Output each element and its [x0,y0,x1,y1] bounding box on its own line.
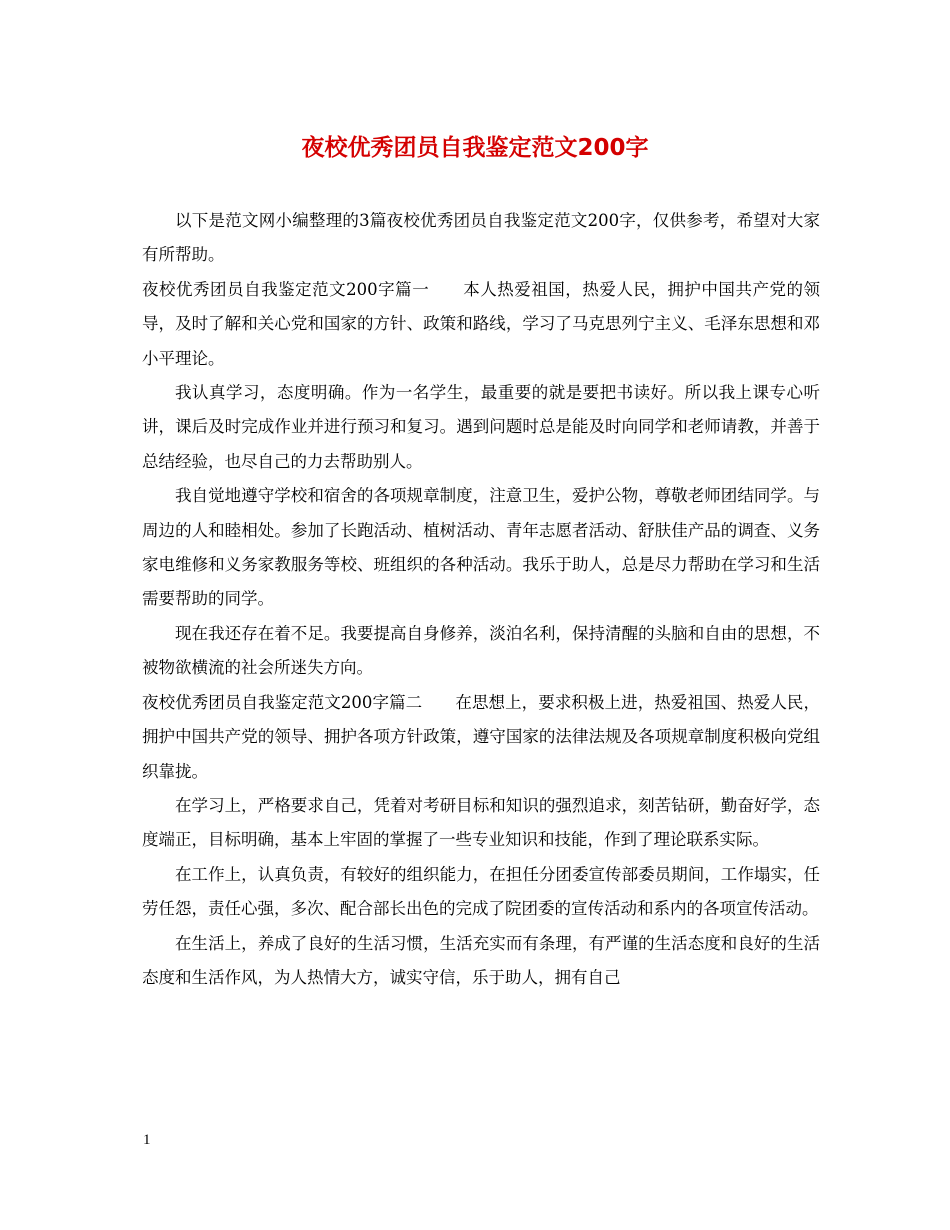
paragraph-work: 在工作上，认真负责，有较好的组织能力，在担任分团委宣传部委员期间，工作塌实，任劳任怨，责任心强，多次、配合部长出色的完成了院团委的宣传活动和系内的各项宣传活动。 [142,864,820,919]
page-title: 夜校优秀团员自我鉴定范文200字 [301,135,649,161]
paragraph-section-one-heading: 夜校优秀团员自我鉴定范文200字篇一 本人热爱祖国，热爱人民，拥护中国共产党的领导，及时了解和关心党和国家的方针、政策和路线，学习了马克思列宁主义、毛泽东思想和邓小平理论。 [142,279,820,368]
paragraph-section-two-heading: 夜校优秀团员自我鉴定范文200字篇二 在思想上，要求积极上进，热爱祖国、热爱人民，拥护中国共产党的领导、拥护各项方针政策，遵守国家的法律法规及各项规章制度积极向党组织靠拢。 [142,692,820,781]
paragraph-learning: 在学习上，严格要求自己，凭着对考研目标和知识的强烈追求，刻苦钻研，勤奋好学，态度端正，目标明确，基本上牢固的掌握了一些专业知识和技能，作到了理论联系实际。 [142,795,820,850]
paragraph-life: 在生活上，养成了良好的生活习惯，生活充实而有条理，有严谨的生活态度和良好的生活态度和生活作风，为人热情大方，诚实守信，乐于助人，拥有自己 [142,933,820,987]
paragraph-study: 我认真学习，态度明确。作为一名学生，最重要的就是要把书读好。所以我上课专心听讲，课后及时完成作业并进行预习和复习。遇到问题时总是能及时向同学和老师请教，并善于总结经验，也尽自己的力去帮助别人。 [142,383,820,471]
paragraph-shortcomings: 现在我还存在着不足。我要提高自身修养，淡泊名利，保持清醒的头脑和自由的思想，不被物欲横流的社会所迷失方向。 [142,623,820,678]
page-number: 1 [143,1132,151,1148]
paragraph-discipline: 我自觉地遵守学校和宿舍的各项规章制度，注意卫生，爱护公物，尊敬老师团结同学。与周边的人和睦相处。参加了长跑活动、植树活动、青年志愿者活动、舒肤佳产品的调查、义务家电维修和义务家教服务等校、班组织的各种活动。我乐于助人，总是尽力帮助在学习和生活需要帮助的同学。 [142,486,820,609]
paragraph-intro: 以下是范文网小编整理的3篇夜校优秀团员自我鉴定范文200字，仅供参考，希望对大家有所帮助。 [142,211,820,265]
document-body [142,204,820,995]
